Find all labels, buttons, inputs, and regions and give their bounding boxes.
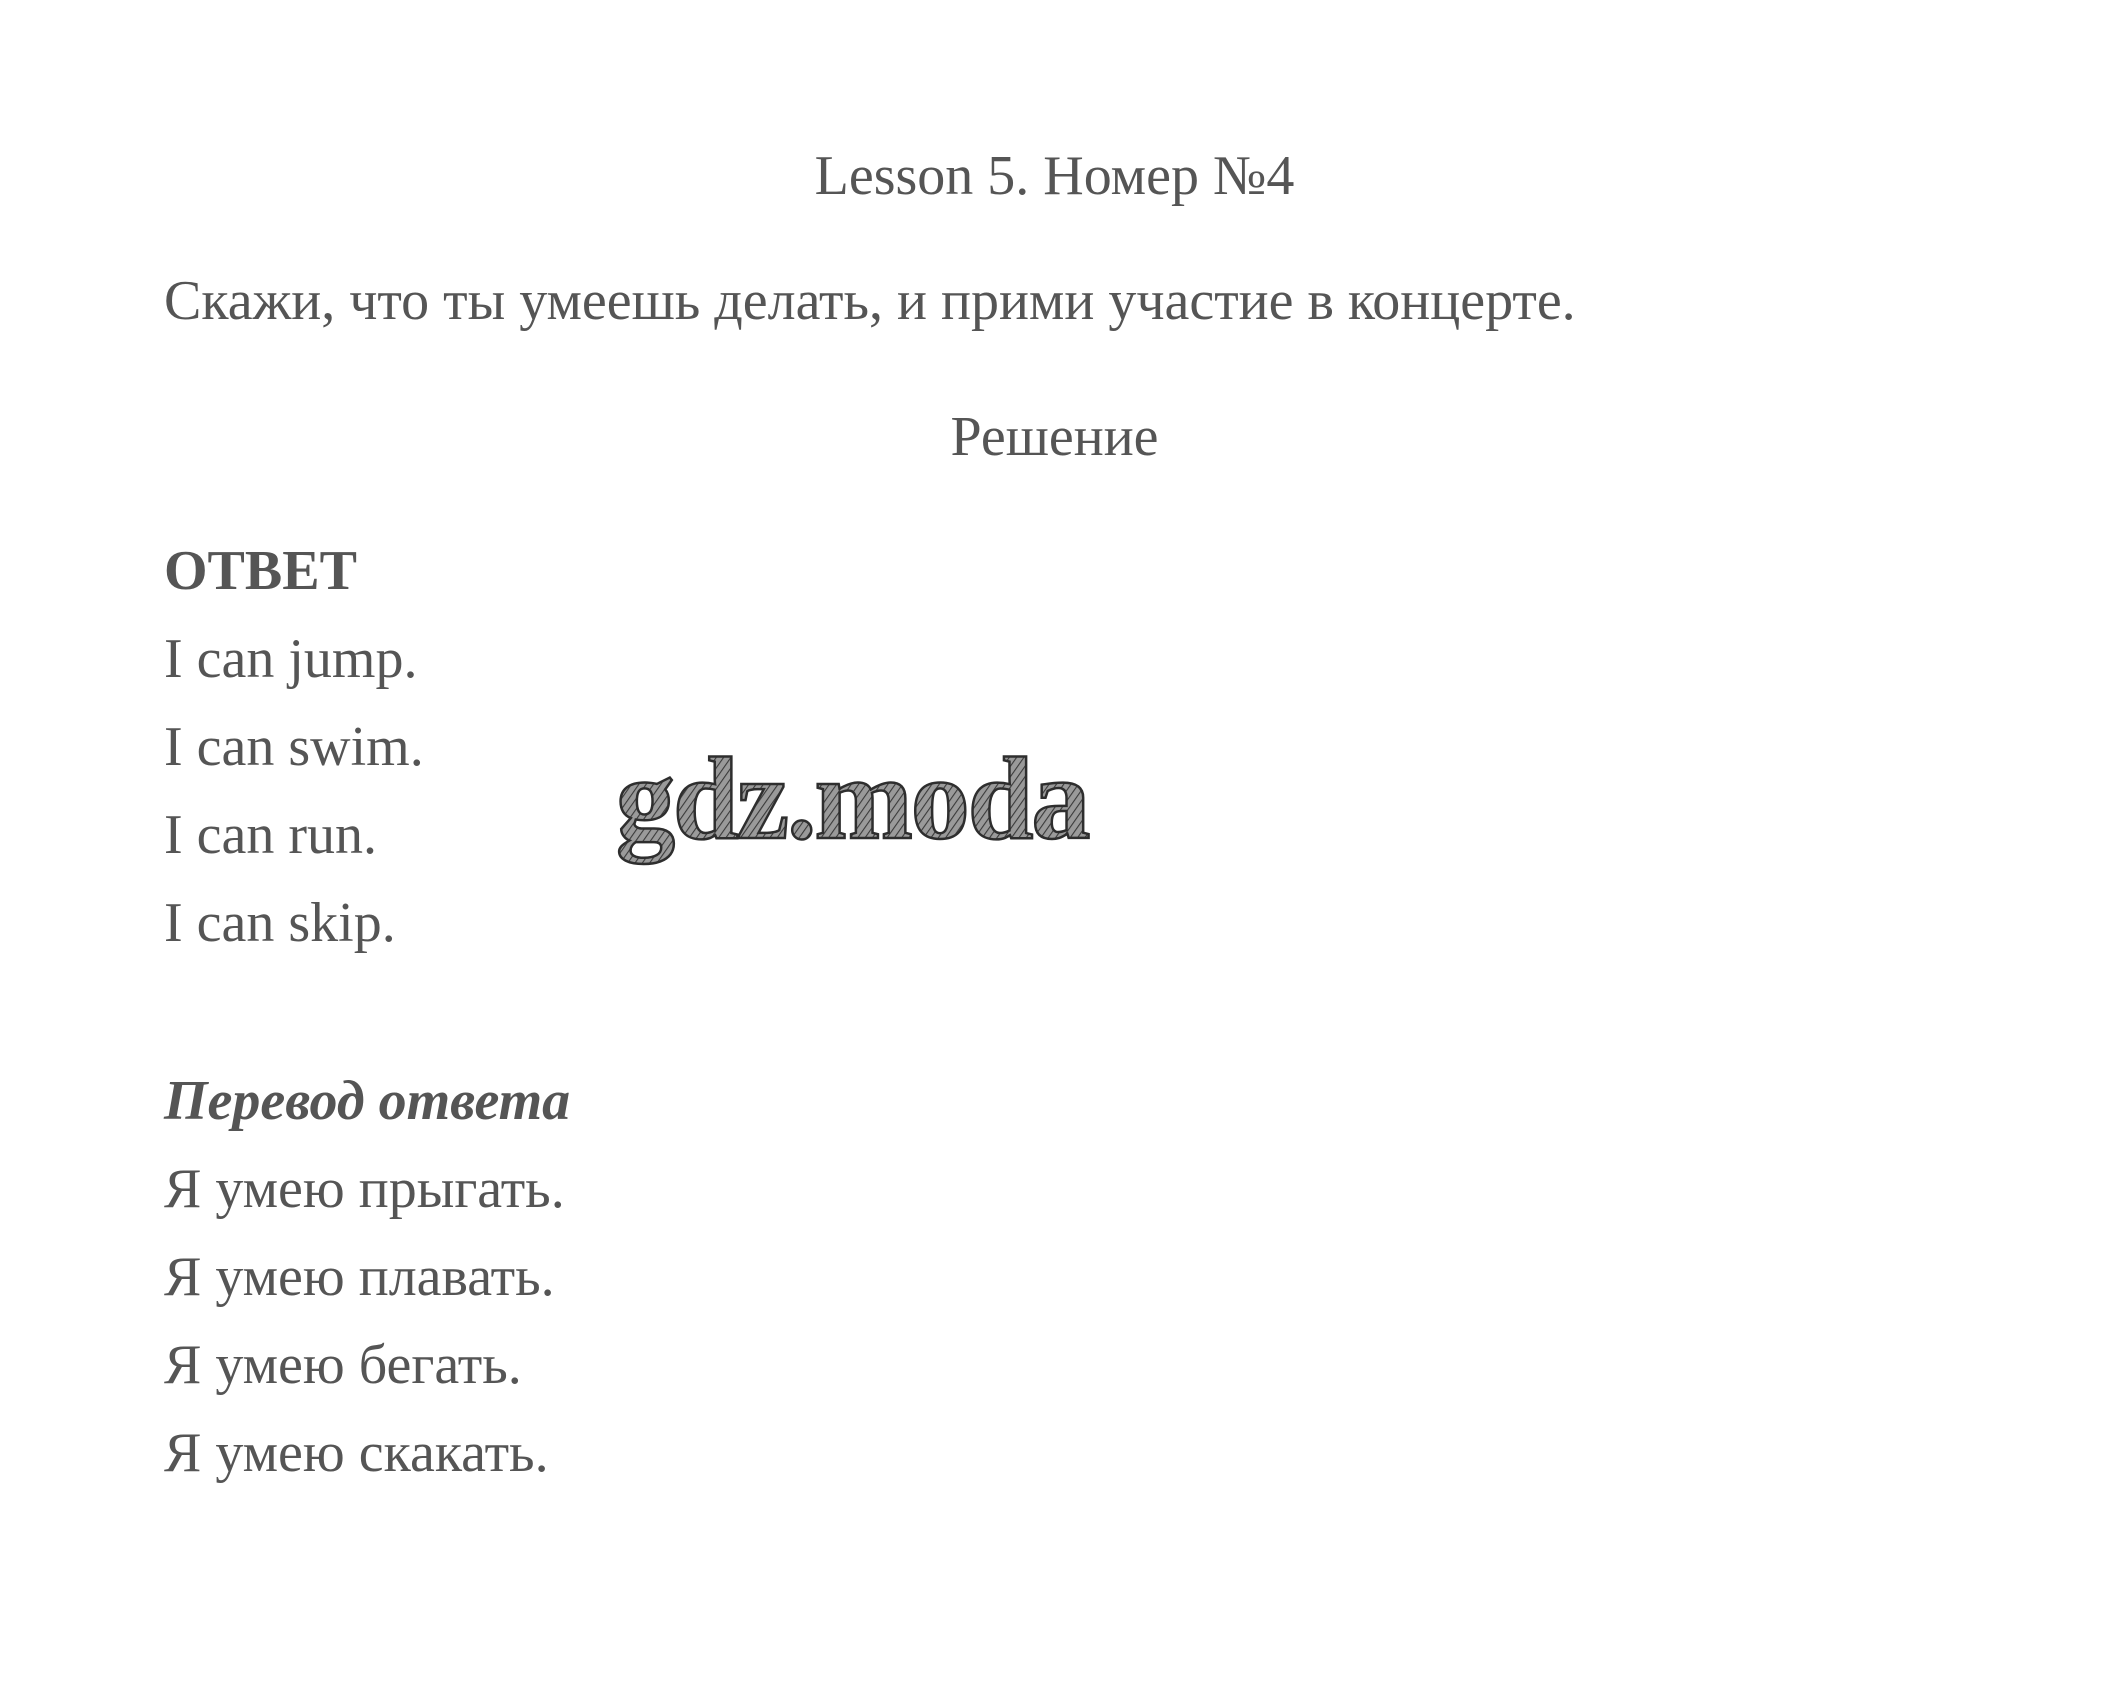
translation-line: Я умею скакать. [164,1422,549,1484]
solution-heading: Решение [950,406,1159,468]
answer-section [164,527,424,967]
answer-line: I can run. [164,804,378,866]
watermark-text: gdz.moda [616,738,1089,864]
answer-line: I can skip. [164,892,396,954]
translation-line: Я умею бегать. [164,1334,522,1396]
task-text: Скажи, что ты умеешь делать, и прими участие в концерте. [164,270,1576,332]
page-title: Lesson 5. Номер №4 [814,145,1295,207]
translation-line: Я умею прыгать. [164,1158,565,1220]
answer-heading: ОТВЕТ [164,540,357,602]
translation-section [164,1057,570,1497]
translation-line: Я умею плавать. [164,1246,555,1308]
answer-line: I can swim. [164,716,424,778]
translation-heading: Перевод ответа [164,1070,571,1132]
answer-line: I can jump. [164,628,418,690]
watermark-logo [612,738,1212,888]
